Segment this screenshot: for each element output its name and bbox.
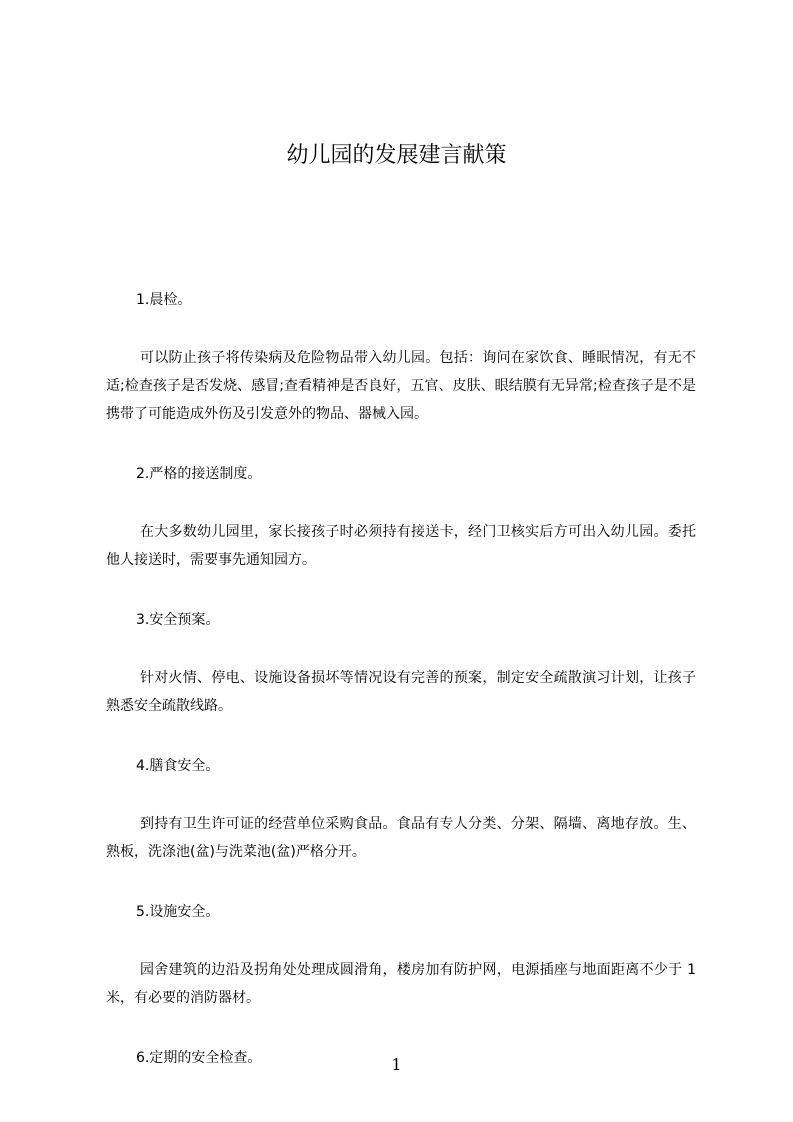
section-heading-5: 5.设施安全。 xyxy=(136,904,220,920)
section-paragraph-3: 针对火情、停电、设施设备损坏等情况设有完善的预案，制定安全疏散演习计划，让孩子熟悉安全疏散线路。 xyxy=(106,670,696,714)
section-heading-1: 1.晨检。 xyxy=(136,292,192,308)
section-paragraph-4: 到持有卫生许可证的经营单位采购食品。食品有专人分类、分架、隔墙、离地存放。生、熟板，洗涤池(盆)与洗菜池(盆)严格分开。 xyxy=(106,816,696,860)
document-title: 幼儿园的发展建言献策 xyxy=(286,143,507,168)
section-paragraph-2: 在大多数幼儿园里，家长接孩子时必须持有接送卡，经门卫核实后方可出入幼儿园。委托他人接送时，需要事先通知园方。 xyxy=(106,524,696,568)
document-body xyxy=(106,286,696,1072)
page-number: 1 xyxy=(391,1055,402,1074)
section-heading-4: 4.膳食安全。 xyxy=(136,758,220,774)
section-heading-3: 3.安全预案。 xyxy=(136,612,220,628)
section-heading-2: 2.严格的接送制度。 xyxy=(136,466,262,482)
section-heading-6: 6.定期的安全检查。 xyxy=(136,1050,262,1066)
section-paragraph-1: 可以防止孩子将传染病及危险物品带入幼儿园。包括：询问在家饮食、睡眠情况，有无不适;检查孩子是否发烧、感冒;查看精神是否良好，五官、皮肤、眼结膜有无异常;检查孩子是不是携带了可能造成外伤及引发意外的物品、器械入园。 xyxy=(106,350,696,422)
section-paragraph-5: 园舍建筑的边沿及拐角处处理成圆滑角，楼房加有防护网，电源插座与地面距离不少于 1 米，有必要的消防器材。 xyxy=(106,962,696,1006)
